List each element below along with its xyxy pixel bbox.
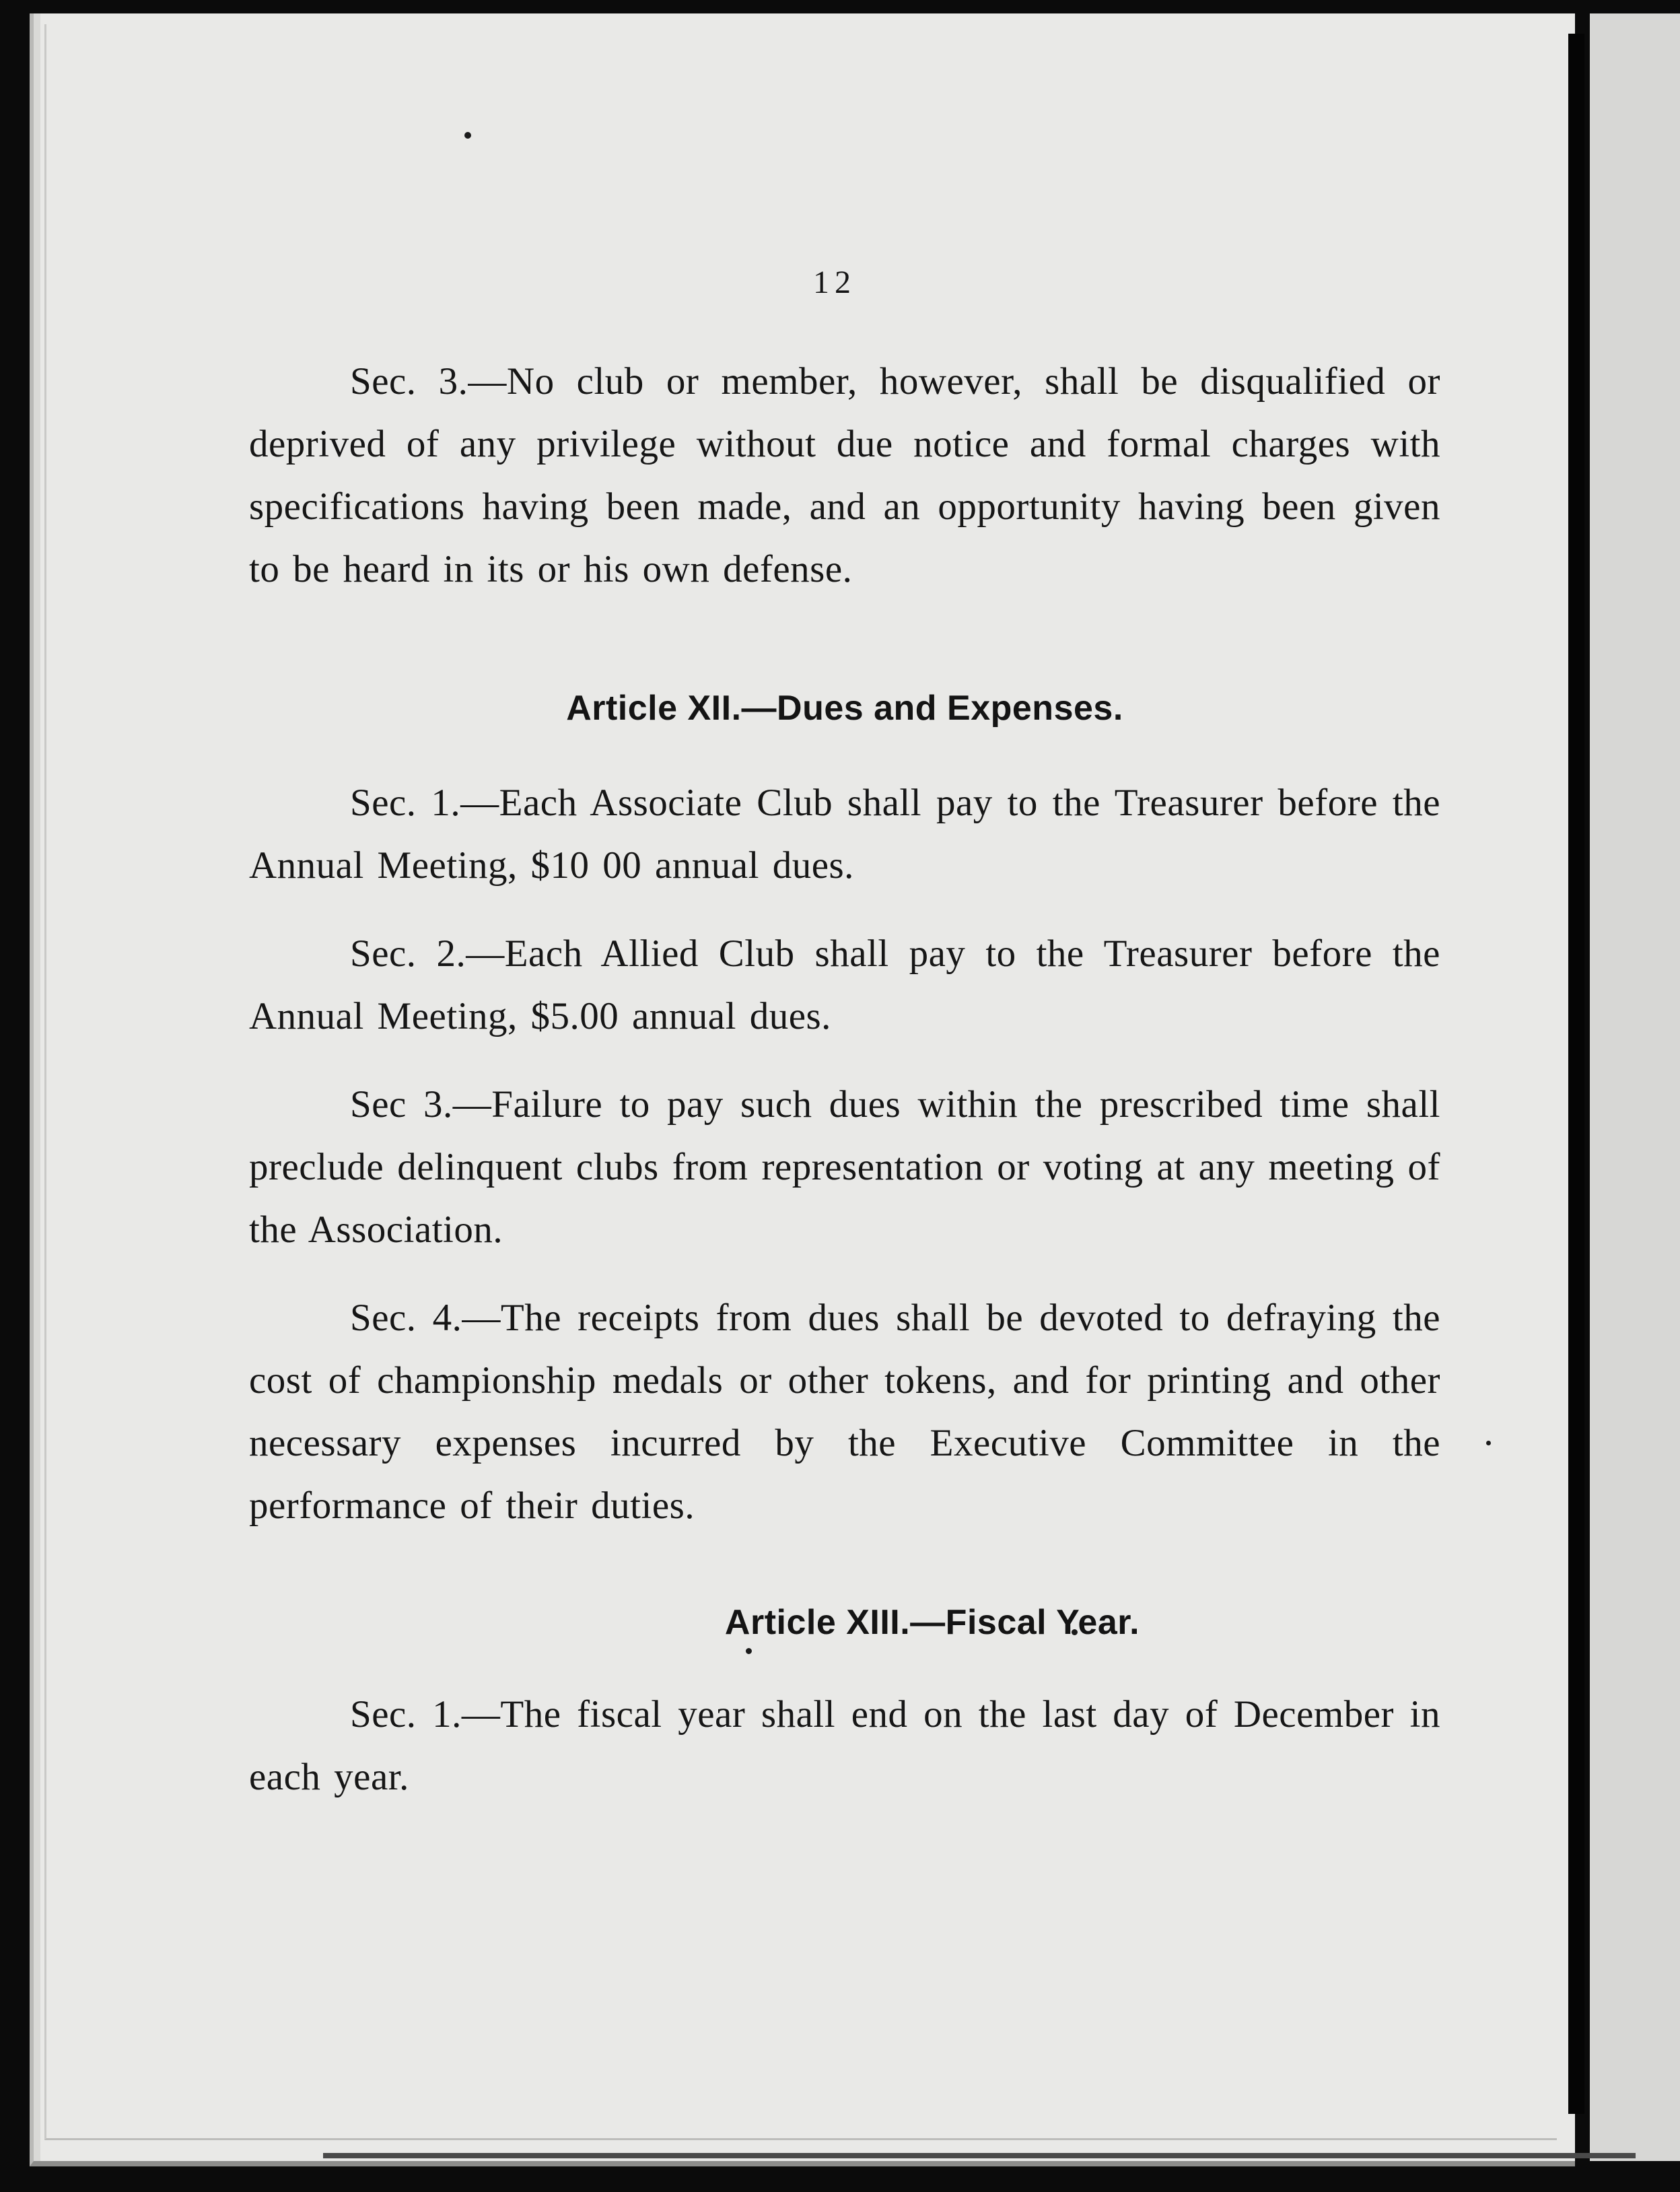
article-xii-sec-2: Sec. 2.—Each Allied Club shall pay to the Treasurer before the Annual Meeting, $5.00 annual dues.: [249, 932, 1440, 1037]
article-xiii-section-block: [249, 1683, 1440, 1808]
ink-speck: [464, 132, 471, 139]
article-xii-sec-1: Sec. 1.—Each Associate Club shall pay to the Treasurer before the Annual Meeting, $10 00 annual dues.: [249, 782, 1440, 887]
gutter-shadow: [1568, 34, 1584, 2114]
article-xii-sections: [249, 772, 1440, 1537]
article-xiii-heading: Article XIII.—Fiscal Year.: [724, 1603, 1140, 1642]
article-xi-section-3-block: [249, 350, 1440, 601]
article-xii-sec-4: Sec. 4.—The receipts from dues shall be devoted to defraying the cost of championship medals or other tokens, and for printing and other necessary expenses incurred by the Executive Committee in the performance of their duties.: [249, 1297, 1440, 1527]
ink-speck: [746, 1648, 752, 1654]
article-xii-sec-3: Sec 3.—Failure to pay such dues within the prescribed time shall preclude delinquent clubs from representation or voting at any meeting of the Association.: [249, 1083, 1440, 1251]
ink-speck: [1486, 1441, 1491, 1445]
article-xiii-sec-1: Sec. 1.—The fiscal year shall end on the last day of December in each year.: [249, 1693, 1440, 1798]
article-xii-heading: Article XII.—Dues and Expenses.: [566, 689, 1123, 728]
adjacent-page-edge: [1590, 13, 1680, 2161]
page-number: 12: [813, 265, 856, 300]
article-xi-sec-3: Sec. 3.—No club or member, however, shall be disqualified or deprived of any privilege without due notice and formal charges with specifications having been made, and an opportunity having been given to be heard in its or his own defense.: [249, 360, 1440, 590]
page-bottom-edge: [323, 2153, 1636, 2158]
